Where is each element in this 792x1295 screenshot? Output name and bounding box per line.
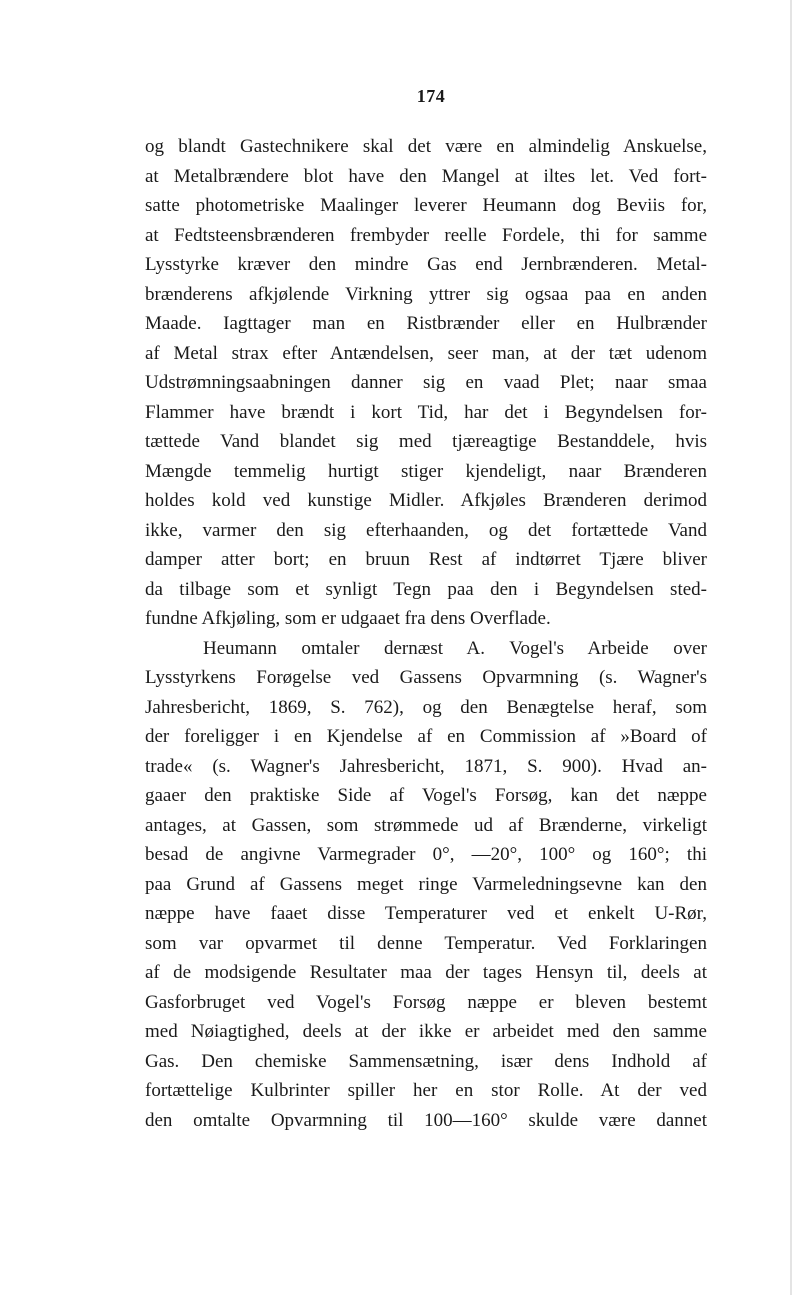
text-line: af Metal strax efter Antændelsen, seer man, at der tæt udenom [145, 342, 707, 364]
text-line: antages, at Gassen, som strømmede ud af Brænderne, virkeligt [145, 814, 707, 836]
body-text [145, 132, 707, 1135]
text-line: og blandt Gastechnikere skal det være en almindelig Anskuelse, [145, 136, 707, 157]
paragraph-2 [145, 634, 707, 1136]
text-line: Maade. Iagttager man en Ristbrænder eller en Hulbrænder [145, 313, 707, 334]
text-line: brænderens afkjølende Virkning yttrer sig ogsaa paa en anden [145, 283, 707, 305]
text-line: damper atter bort; en bruun Rest af indtørret Tjære bliver [145, 549, 707, 570]
text-line: at Fedtsteensbrænderen frembyder reelle Fordele, thi for samme [145, 224, 707, 246]
text-line: gaaer den praktiske Side af Vogel's Forsøg, kan det næppe [145, 785, 707, 806]
text-line: holdes kold ved kunstige Midler. Afkjøles Brænderen derimod [145, 490, 707, 511]
text-line: Jahresbericht, 1869, S. 762), og den Benægtelse heraf, som [145, 696, 707, 718]
text-line: Lysstyrkens Forøgelse ved Gassens Opvarmning (s. Wagner's [145, 667, 707, 688]
text-line: tættede Vand blandet sig med tjæreagtige Bestanddele, hvis [145, 431, 707, 452]
text-line: Udstrømningsaabningen danner sig en vaad Plet; naar smaa [145, 372, 707, 393]
text-line: som var opvarmet til denne Temperatur. Ved Forklaringen [145, 932, 707, 954]
text-line: næppe have faaet disse Temperaturer ved et enkelt U-Rør, [145, 903, 707, 924]
text-line: ikke, varmer den sig efterhaanden, og det fortættede Vand [145, 519, 707, 541]
text-line: da tilbage som et synligt Tegn paa den i Begyndelsen sted- [145, 578, 707, 600]
text-line: besad de angivne Varmegrader 0°, —20°, 100° og 160°; thi [145, 844, 707, 865]
paragraph-1 [145, 132, 707, 634]
text-line: at Metalbrændere blot have den Mangel at iltes let. Ved fort- [145, 165, 707, 187]
page-number: 174 [416, 86, 446, 106]
text-line: Lysstyrke kræver den mindre Gas end Jernbrænderen. Metal- [145, 254, 707, 275]
text-line: Heumann omtaler dernæst A. Vogel's Arbeide over [203, 637, 707, 659]
text-line: Gas. Den chemiske Sammensætning, især dens Indhold af [145, 1050, 707, 1072]
text-line: den omtalte Opvarmning til 100—160° skulde være dannet [145, 1109, 707, 1131]
text-line: fundne Afkjøling, som er udgaaet fra dens Overflade. [145, 608, 551, 629]
text-line: paa Grund af Gassens meget ringe Varmeledningsevne kan den [145, 873, 707, 895]
text-line: Gasforbruget ved Vogel's Forsøg næppe er bleven bestemt [145, 991, 707, 1013]
text-line: satte photometriske Maalinger leverer Heumann dog Beviis for, [145, 195, 707, 216]
text-line: Flammer have brændt i kort Tid, har det i Begyndelsen for- [145, 401, 707, 423]
text-line: med Nøiagtighed, deels at der ikke er arbeidet med den samme [145, 1021, 707, 1042]
text-line: trade« (s. Wagner's Jahresbericht, 1871, S. 900). Hvad an- [145, 755, 707, 777]
text-line: der foreligger i en Kjendelse af en Commission af »Board of [145, 726, 707, 747]
text-line: Mængde temmelig hurtigt stiger kjendeligt, naar Brænderen [145, 460, 707, 482]
text-line: af de modsigende Resultater maa der tages Hensyn til, deels at [145, 962, 707, 983]
text-line: fortættelige Kulbrinter spiller her en stor Rolle. At der ved [145, 1080, 707, 1101]
